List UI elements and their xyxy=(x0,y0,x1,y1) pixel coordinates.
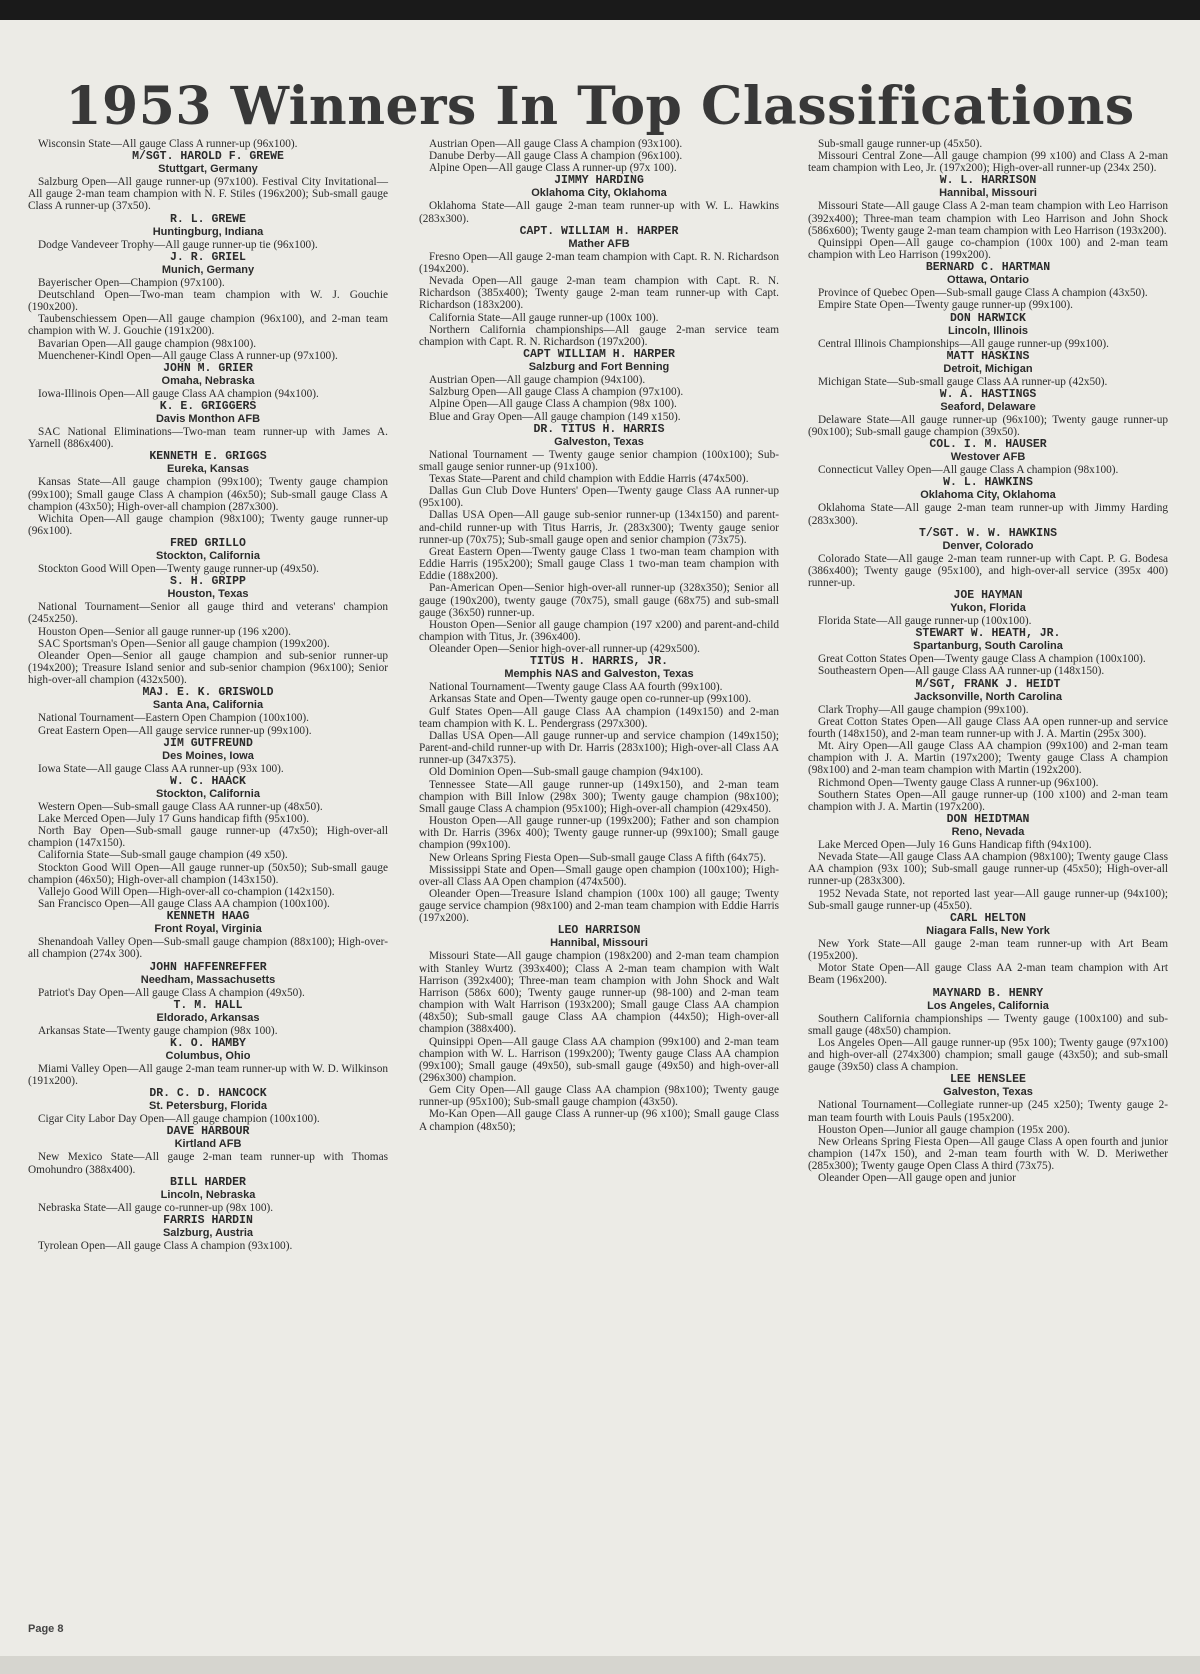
result-entry: Pan-American Open—Senior high-over-all runner-up (328x350); Senior all gauge (190x200), twenty gauge (70x75), small gauge (68x75) and sub-small gauge (36x50) runner-up. xyxy=(419,582,779,619)
winner-name: KENNETH E. GRIGGS xyxy=(149,450,267,464)
result-entry: Motor State Open—All gauge Class AA 2-man team champion with Art Beam (196x200). xyxy=(808,962,1168,987)
winner-entry xyxy=(419,655,779,924)
result-entry: New Orleans Spring Fiesta Open—All gauge Class A open fourth and junior champion (147x 150), and 2-man team fourth with W. D. Meriwether (285x300); Twenty gauge Open Class A third (73x75). xyxy=(808,1135,1168,1173)
result-entry: Missouri State—All gauge champion (198x200) and 2-man team champion with Stanley Wurtz (393x400); Class A 2-man team champion with Walt Harrison (392x400); Three-man team champion with John Shock and Walt Harrison (586x 600); Twenty gauge runner-up (98-100) and 2-man team champion with Walt Harrison (193x200); Small gauge Class AA champion (48x50); Sub-small gauge Class AA champion (44x50); High-over-all champion (388x400). xyxy=(419,950,779,1036)
result-entry: Stockton Good Will Open—All gauge runner-up (50x50); Sub-small gauge champion (46x50); High-over-all champion (143x150). xyxy=(28,861,388,886)
result-entry: Great Cotton States Open—Twenty gauge Class A champion (100x100). xyxy=(818,653,1146,666)
winner-hometown: Spartanburg, South Carolina xyxy=(913,640,1063,653)
winner-entry xyxy=(28,138,388,150)
result-entry: Sub-small gauge runner-up (45x50). xyxy=(818,138,983,150)
result-entry: Empire State Open—Twenty gauge runner-up (99x100). xyxy=(818,299,1073,312)
winner-name: K. E. GRIGGERS xyxy=(159,400,257,414)
winner-entry xyxy=(28,1125,388,1175)
winner-entry xyxy=(28,1037,388,1087)
result-entry: Richmond Open—Twenty gauge Class A runner-up (96x100). xyxy=(818,776,1099,789)
result-entry: Vallejo Good Will Open—High-over-all co-champion (142x150). xyxy=(38,885,335,898)
column-3 xyxy=(808,138,1168,1184)
winner-hometown: Needham, Massachusetts xyxy=(140,973,276,986)
winner-name: DR. C. D. HANCOCK xyxy=(149,1087,267,1101)
winner-entry xyxy=(28,961,388,999)
winner-hometown: Oklahoma City, Oklahoma xyxy=(531,187,667,200)
winner-entry xyxy=(28,1176,388,1214)
winner-entry xyxy=(808,987,1168,1074)
winner-name: T. M. HALL xyxy=(173,998,243,1012)
result-entry: Quinsippi Open—All gauge co-champion (100x 100) and 2-man team champion with Leo Harrison (199x200). xyxy=(808,236,1168,262)
winner-entry xyxy=(28,400,388,450)
winner-name: W. C. HAACK xyxy=(170,774,246,788)
winner-entry xyxy=(808,527,1168,589)
result-entry: Southeastern Open—All gauge Class AA runner-up (148x150). xyxy=(818,665,1105,678)
result-entry: Arkansas State and Open—Twenty gauge open co-runner-up (99x100). xyxy=(429,693,752,706)
winner-hometown: Santa Ana, California xyxy=(152,699,264,712)
winner-name: W. L. HARRISON xyxy=(939,174,1037,188)
result-entry: Arkansas State—Twenty gauge champion (98x 100). xyxy=(38,1024,278,1037)
winner-entry xyxy=(28,999,388,1037)
winner-hometown: Lincoln, Nebraska xyxy=(160,1188,256,1201)
result-entry: Oklahoma State—All gauge 2-man team runner-up with W. L. Hawkins (283x300). xyxy=(419,200,779,225)
winner-entry xyxy=(28,1087,388,1125)
result-entry: Houston Open—Senior all gauge runner-up (196 x200). xyxy=(38,625,291,638)
result-entry: Stockton Good Will Open—Twenty gauge runner-up (49x50). xyxy=(38,563,320,576)
column-2 xyxy=(419,138,779,1133)
winner-hometown: Omaha, Nebraska xyxy=(161,374,255,387)
winner-name: JIM GUTFREUND xyxy=(163,736,253,750)
result-entry: National Tournament — Twenty gauge senior champion (100x100); Sub-small gauge senior runner-up (91x100). xyxy=(419,448,779,473)
winner-hometown: Eureka, Kansas xyxy=(167,463,249,476)
winner-hometown: Stockton, California xyxy=(156,550,260,563)
result-entry: California State—Sub-small gauge champion (49 x50). xyxy=(38,849,288,862)
winner-hometown: Hannibal, Missouri xyxy=(550,937,648,950)
winner-hometown: Ottawa, Ontario xyxy=(947,274,1029,287)
winner-hometown: Columbus, Ohio xyxy=(165,1049,251,1062)
winner-hometown: Salzburg and Fort Benning xyxy=(528,361,670,374)
result-entry: Austrian Open—All gauge Class A champion (93x100). xyxy=(429,138,683,150)
winner-name: MAJ. E. K. GRISWOLD xyxy=(142,686,274,700)
winner-hometown: Front Royal, Virginia xyxy=(154,923,262,936)
winner-name: R. L. GREWE xyxy=(170,212,246,226)
winner-entry xyxy=(808,678,1168,813)
winner-entry xyxy=(28,775,388,910)
result-entry: Nevada State—All gauge Class AA champion (98x100); Twenty gauge Class AA champion (93x 100); Sub-small gauge runner-up (45x50); High-over-all runner-up (283x300). xyxy=(808,851,1168,888)
result-entry: SAC National Eliminations—Two-man team runner-up with James A. Yarnell (886x400). xyxy=(28,426,388,451)
result-entry: Michigan State—Sub-small gauge Class AA runner-up (42x50). xyxy=(818,375,1108,388)
winner-entry xyxy=(808,912,1168,987)
winner-entry xyxy=(419,174,779,224)
result-entry: Central Illinois Championships—All gauge runner-up (99x100). xyxy=(818,337,1109,350)
winner-hometown: Los Angeles, California xyxy=(927,999,1049,1012)
winner-hometown: Jacksonville, North Carolina xyxy=(914,690,1062,703)
winner-hometown: Mather AFB xyxy=(568,237,630,250)
result-entry: Iowa-Illinois Open—All gauge Class AA champion (94x100). xyxy=(38,387,319,400)
result-entry: Patriot's Day Open—All gauge Class A champion (49x50). xyxy=(38,986,305,999)
winner-hometown: Niagara Falls, New York xyxy=(926,924,1050,937)
winner-name: MAYNARD B. HENRY xyxy=(932,986,1044,1000)
winner-name: MATT HASKINS xyxy=(946,349,1030,363)
winner-hometown: Galveston, Texas xyxy=(554,435,644,448)
winner-entry xyxy=(28,450,388,537)
result-entry: Wichita Open—All gauge champion (98x100); Twenty gauge runner-up (96x100). xyxy=(28,512,388,537)
result-entry: Great Eastern Open—Twenty gauge Class 1 two-man team champion with Eddie Harris (195x200); Small gauge Class 1 two-man team champion with Eddie (188x200). xyxy=(419,545,779,583)
result-entry: National Tournament—Senior all gauge third and veterans' champion (245x250). xyxy=(28,601,388,626)
result-entry: Texas State—Parent and child champion with Eddie Harris (474x500). xyxy=(429,472,749,485)
winner-hometown: Oklahoma City, Oklahoma xyxy=(920,489,1056,502)
result-entry: Delaware State—All gauge runner-up (96x100); Twenty gauge runner-up (90x100); Sub-small gauge champion (39x50). xyxy=(808,413,1168,439)
result-entry: San Francisco Open—All gauge Class AA champion (100x100). xyxy=(38,898,330,911)
winner-hometown: Huntingburg, Indiana xyxy=(152,225,264,238)
result-entry: Lake Merced Open—July 17 Guns handicap fifth (95x100). xyxy=(38,813,310,825)
winner-entry xyxy=(808,627,1168,677)
winner-name: M/SGT. HAROLD F. GREWE xyxy=(132,150,284,164)
winner-hometown: Houston, Texas xyxy=(167,588,249,601)
result-entry: New York State—All gauge 2-man team runner-up with Art Beam (195x200). xyxy=(808,937,1168,963)
result-entry: New Mexico State—All gauge 2-man team runner-up with Thomas Omohundro (388x400). xyxy=(28,1151,388,1176)
result-entry: Gem City Open—All gauge Class AA champion (98x100); Twenty gauge runner-up (95x100); Sub-small gauge champion (43x50). xyxy=(419,1084,779,1109)
result-entry: Oleander Open—Treasure Island champion (100x 100) all gauge; Twenty gauge service champion (98x100) and 2-man team champion with Eddie Harris (197x200). xyxy=(419,887,779,925)
result-entry: Muenchener-Kindl Open—All gauge Class A runner-up (97x100). xyxy=(38,349,338,362)
result-entry: Houston Open—Senior all gauge champion (197 x200) and parent-and-child champion with Titus, Jr. (396x400). xyxy=(419,618,779,643)
winner-entry xyxy=(419,348,779,423)
winner-name: DON HARWICK xyxy=(950,311,1026,325)
result-entry: National Tournament—Eastern Open Champion (100x100). xyxy=(38,712,310,725)
winner-name: J. R. GRIEL xyxy=(170,250,246,264)
result-entry: Missouri Central Zone—All gauge champion (99 x100) and Class A 2-man team champion with Leo, Jr. (197x200); High-over-all runner-up (234x 250). xyxy=(808,150,1168,175)
result-entry: Alpine Open—All gauge Class A runner-up (97x 100). xyxy=(429,162,677,175)
result-entry: Houston Open—All gauge runner-up (199x200); Father and son champion with Dr. Harris (396x 400); Twenty gauge runner-up (99x100); Small gauge champion (99x100). xyxy=(419,815,779,852)
winner-name: DON HEIDTMAN xyxy=(946,813,1030,826)
winner-entry xyxy=(28,1214,388,1252)
winner-entry xyxy=(28,251,388,362)
result-entry: Wisconsin State—All gauge Class A runner-up (96x100). xyxy=(38,138,298,150)
result-entry: Colorado State—All gauge 2-man team runner-up with Capt. P. G. Bodesa (386x400); Twenty gauge (95x100), and high-over-all service (395x 400) runner-up. xyxy=(808,552,1168,589)
winner-name: JOHN M. GRIER xyxy=(163,361,253,375)
result-entry: Province of Quebec Open—Sub-small gauge Class A champion (43x50). xyxy=(818,287,1148,300)
result-entry: Houston Open—Junior all gauge champion (195x 200). xyxy=(818,1123,1070,1136)
winner-hometown: Lincoln, Illinois xyxy=(947,324,1029,337)
winner-hometown: Kirtland AFB xyxy=(174,1138,242,1151)
result-entry: Tennessee State—All gauge runner-up (149x150), and 2-man team champion with Bill Inlow (298x 300); Twenty gauge champion (98x100); Small gauge Class A champion (95x100); High-over-all champion (429x450). xyxy=(419,778,779,815)
winner-hometown: Stuttgart, Germany xyxy=(158,163,258,176)
winner-entry xyxy=(808,174,1168,261)
column-1 xyxy=(28,138,388,1252)
winner-entry xyxy=(28,150,388,212)
winner-name: CAPT. WILLIAM H. HARPER xyxy=(519,224,679,238)
winner-hometown: Hannibal, Missouri xyxy=(939,187,1037,200)
winner-entry xyxy=(808,1073,1168,1184)
top-scan-edge xyxy=(0,0,1200,20)
winner-name: JIMMY HARDING xyxy=(554,174,644,188)
winner-name: W. L. HAWKINS xyxy=(943,476,1033,490)
result-entry: Gulf States Open—All gauge Class AA champion (149x150) and 2-man team champion with K. L. Pendergrass (297x300). xyxy=(419,705,779,730)
winner-entry xyxy=(28,575,388,686)
result-entry: Mo-Kan Open—All gauge Class A runner-up (96 x100); Small gauge Class A champion (48x50); xyxy=(419,1108,779,1133)
winner-entry xyxy=(808,388,1168,438)
result-entry: Clark Trophy—All gauge champion (99x100). xyxy=(818,703,1029,716)
winner-hometown: Seaford, Delaware xyxy=(940,400,1036,413)
result-entry: Western Open—Sub-small gauge Class AA runner-up (48x50). xyxy=(38,800,323,813)
result-entry: Deutschland Open—Two-man team champion with W. J. Gouchie (190x200). xyxy=(28,288,388,314)
winner-name: M/SGT, FRANK J. HEIDT xyxy=(915,677,1061,691)
winner-entry xyxy=(28,686,388,736)
winner-name: S. H. GRIPP xyxy=(170,575,246,589)
result-entry: Nevada Open—All gauge 2-man team champion with Capt. R. N. Richardson (385x400); Twenty gauge 2-man team runner-up with Capt. Richardson (183x200). xyxy=(419,275,779,312)
winner-hometown: Stockton, California xyxy=(156,787,260,800)
result-entry: Tyrolean Open—All gauge Class A champion (93x100). xyxy=(38,1239,293,1252)
result-entry: Southern States Open—All gauge runner-up (100 x100) and 2-man team champion with J. A. Martin (197x200). xyxy=(808,788,1168,813)
result-entry: Nebraska State—All gauge co-runner-up (98x 100). xyxy=(38,1201,274,1214)
winner-hometown: Reno, Nevada xyxy=(951,826,1025,838)
result-entry: Northern California championships—All gauge 2-man service team champion with Capt. R. N. Richardson (197x200). xyxy=(419,323,779,348)
winner-hometown: Salzburg, Austria xyxy=(162,1226,254,1239)
winner-name: FARRIS HARDIN xyxy=(163,1213,253,1227)
result-entry: New Orleans Spring Fiesta Open—Sub-small gauge Class A fifth (64x75). xyxy=(429,851,766,864)
result-entry: Shenandoah Valley Open—Sub-small gauge champion (88x100); High-over-all champion (274x 300). xyxy=(28,936,388,961)
result-entry: Florida State—All gauge runner-up (100x100). xyxy=(818,615,1032,628)
result-entry: Dodge Vandeveer Trophy—All gauge runner-up tie (96x100). xyxy=(38,238,318,251)
result-entry: Bayerischer Open—Champion (97x100). xyxy=(38,276,225,289)
result-entry: Miami Valley Open—All gauge 2-man team runner-up with W. D. Wilkinson (191x200). xyxy=(28,1062,388,1088)
result-entry: 1952 Nevada State, not reported last year—All gauge runner-up (94x100); Sub-small gauge runner-up (45x50). xyxy=(808,887,1168,912)
winner-entry xyxy=(808,476,1168,526)
result-entry: Connecticut Valley Open—All gauge Class A champion (98x100). xyxy=(818,464,1119,477)
winner-name: LEE HENSLEE xyxy=(950,1073,1026,1087)
result-entry: Great Cotton States Open—All gauge Class AA open runner-up and service fourth (148x150), and 2-man team runner-up with J. A. Martin (295x 300). xyxy=(808,715,1168,740)
result-entry: Dallas Gun Club Dove Hunters' Open—Twenty gauge Class AA runner-up (95x100). xyxy=(419,485,779,510)
winner-name: BILL HARDER xyxy=(170,1175,246,1189)
winner-name: BERNARD C. HARTMAN xyxy=(925,261,1051,275)
result-entry: SAC Sportsman's Open—Senior all gauge champion (199x200). xyxy=(38,637,330,650)
winner-entry xyxy=(808,813,1168,912)
result-entry: North Bay Open—Sub-small gauge runner-up (47x50); High-over-all champion (147x150). xyxy=(28,825,388,850)
winner-entry xyxy=(419,225,779,348)
result-entry: Old Dominion Open—Sub-small gauge champion (94x100). xyxy=(429,766,704,779)
winner-name: FRED GRILLO xyxy=(170,537,246,551)
winner-hometown: Munich, Germany xyxy=(161,263,255,276)
winner-entry xyxy=(28,737,388,775)
winner-entry xyxy=(28,910,388,960)
bottom-scan-edge xyxy=(0,1656,1200,1674)
result-entry: Great Eastern Open—All gauge service runner-up (99x100). xyxy=(38,724,312,737)
winner-entry xyxy=(808,589,1168,627)
result-entry: Iowa State—All gauge Class AA runner-up (93x 100). xyxy=(38,762,284,775)
result-entry: Quinsippi Open—All gauge Class AA champion (99x100) and 2-man team champion with W. L. Harrison (199x200); Twenty gauge Class AA champion (99x100); Small gauge (49x50), sub-small gauge (49x50) and high-over-all (296x300) champion. xyxy=(419,1035,779,1084)
winner-hometown: Westover AFB xyxy=(950,451,1026,464)
winner-name: TITUS H. HARRIS, JR. xyxy=(529,655,669,669)
winner-entry xyxy=(419,138,779,174)
winner-hometown: Denver, Colorado xyxy=(942,539,1034,552)
winner-hometown: Galveston, Texas xyxy=(943,1086,1033,1099)
winner-hometown: Eldorado, Arkansas xyxy=(156,1011,260,1024)
result-entry: Mt. Airy Open—All gauge Class AA champion (99x100) and 2-man team champion with J. A. Martin (197x200); Twenty gauge Class A champion (98x100) and 2-man team champion with Martin (192x200). xyxy=(808,740,1168,777)
winner-hometown: Yukon, Florida xyxy=(950,602,1026,615)
result-entry: Blue and Gray Open—All gauge champion (149 x150). xyxy=(429,410,681,423)
winner-entry xyxy=(808,312,1168,350)
winner-entry xyxy=(28,537,388,575)
result-entry: Dallas USA Open—All gauge runner-up and service champion (149x150); Parent-and-child runner-up with Dr. Harris (283x100); High-over-all Class AA runner-up (347x375). xyxy=(419,729,779,767)
result-entry: Mississippi State and Open—Small gauge open champion (100x100); High-over-all Class AA Open champion (474x500). xyxy=(419,863,779,888)
winner-name: KENNETH HAAG xyxy=(166,910,250,924)
result-entry: Kansas State—All gauge champion (99x100); Twenty gauge champion (99x100); Small gauge Class A champion (46x50); Sub-small gauge Class A champion (43x50); High-over-all champion (287x300). xyxy=(28,476,388,513)
result-entry: Cigar City Labor Day Open—All gauge champion (100x100). xyxy=(38,1113,320,1126)
winner-name: W. A. HASTINGS xyxy=(939,387,1037,401)
winner-name: JOE HAYMAN xyxy=(953,589,1023,603)
winner-entry xyxy=(808,261,1168,311)
result-entry: California State—All gauge runner-up (100x 100). xyxy=(429,311,659,324)
result-entry: Bavarian Open—All gauge champion (98x100). xyxy=(38,337,257,350)
winner-name: STEWART W. HEATH, JR. xyxy=(915,627,1061,641)
winner-hometown: St. Petersburg, Florida xyxy=(149,1100,267,1113)
winner-entry xyxy=(28,213,388,251)
winner-name: T/SGT. W. W. HAWKINS xyxy=(918,526,1058,540)
result-entry: Dallas USA Open—All gauge sub-senior runner-up (134x150) and parent-and-child runner-up with Titus Harris, Jr. (283x300); Twenty gauge senior runner-up (70x75); Sub-small gauge open and senior champion (73x75). xyxy=(419,509,779,546)
result-entry: Salzburg Open—All gauge Class A champion (97x100). xyxy=(429,386,684,399)
winner-name: CAPT WILLIAM H. HARPER xyxy=(523,348,675,362)
result-entry: Oleander Open—Senior all gauge champion and sub-senior runner-up (194x200); Treasure Island senior and sub-senior champion (96x100); Senior high-over-all champion (432x500). xyxy=(28,649,388,687)
winner-entry xyxy=(28,362,388,400)
page-number: Page 8 xyxy=(28,1623,64,1635)
winner-entry xyxy=(419,924,779,1132)
result-entry: Oklahoma State—All gauge 2-man team runner-up with Jimmy Harding (283x300). xyxy=(808,502,1168,527)
winner-hometown: Davis Monthon AFB xyxy=(155,413,261,426)
result-entry: Southern California championships — Twenty gauge (100x100) and sub-small gauge (48x50) champion. xyxy=(808,1012,1168,1037)
winner-entry xyxy=(419,423,779,656)
result-entry: Oleander Open—All gauge open and junior xyxy=(818,1172,1016,1185)
result-entry: Fresno Open—All gauge 2-man team champion with Capt. R. N. Richardson (194x200). xyxy=(419,250,779,275)
result-entry: Missouri State—All gauge Class A 2-man team champion with Leo Harrison (392x400); Three-man team champion with Leo Harrison and John Shock (586x600); Twenty gauge 2-man team champion with Leo Harrison (193x200). xyxy=(808,200,1168,237)
winner-hometown: Des Moines, Iowa xyxy=(162,749,254,762)
result-entry: Danube Derby—All gauge Class A champion (96x100). xyxy=(429,150,683,163)
winner-hometown: Memphis NAS and Galveston, Texas xyxy=(504,668,694,681)
result-entry: National Tournament—Collegiate runner-up (245 x250); Twenty gauge 2-man team fourth with Louis Pauls (195x200). xyxy=(808,1099,1168,1124)
winner-entry xyxy=(808,138,1168,174)
winner-entry xyxy=(808,350,1168,388)
result-entry: National Tournament—Twenty gauge Class AA fourth (99x100). xyxy=(429,681,723,694)
result-entry: Lake Merced Open—July 16 Guns Handicap fifth (94x100). xyxy=(818,839,1092,851)
result-entry: Salzburg Open—All gauge runner-up (97x100). Festival City Invitational—All gauge 2-man team champion with N. F. Stiles (196x200); Sub-small gauge Class A runner-up (37x50). xyxy=(28,176,388,213)
result-entry: Oleander Open—Senior high-over-all runner-up (429x500). xyxy=(429,643,700,656)
winner-name: CARL HELTON xyxy=(950,911,1026,925)
winner-name: LEO HARRISON xyxy=(557,924,641,938)
winner-entry xyxy=(808,438,1168,476)
winner-name: DAVE HARBOUR xyxy=(166,1125,250,1139)
result-entry: Alpine Open—All gauge Class A champion (98x 100). xyxy=(429,398,677,411)
winner-name: K. O. HAMBY xyxy=(170,1036,246,1050)
winner-name: COL. I. M. HAUSER xyxy=(929,438,1047,452)
winner-hometown: Detroit, Michigan xyxy=(943,362,1033,375)
winner-name: DR. TITUS H. HARRIS xyxy=(533,422,665,436)
winner-name: JOHN HAFFENREFFER xyxy=(149,960,267,974)
result-entry: Los Angeles Open—All gauge runner-up (95x 100); Twenty gauge (97x100) and high-over-all (274x300) champion; small gauge (43x50); and sub-small gauge (39x50) class A champion. xyxy=(808,1036,1168,1074)
result-entry: Austrian Open—All gauge champion (94x100). xyxy=(429,374,646,387)
result-entry: Taubenschiessem Open—All gauge champion (96x100), and 2-man team champion with W. J. Gouchie (191x200). xyxy=(28,313,388,338)
page-title: 1953 Winners In Top Classifications xyxy=(65,76,1135,137)
